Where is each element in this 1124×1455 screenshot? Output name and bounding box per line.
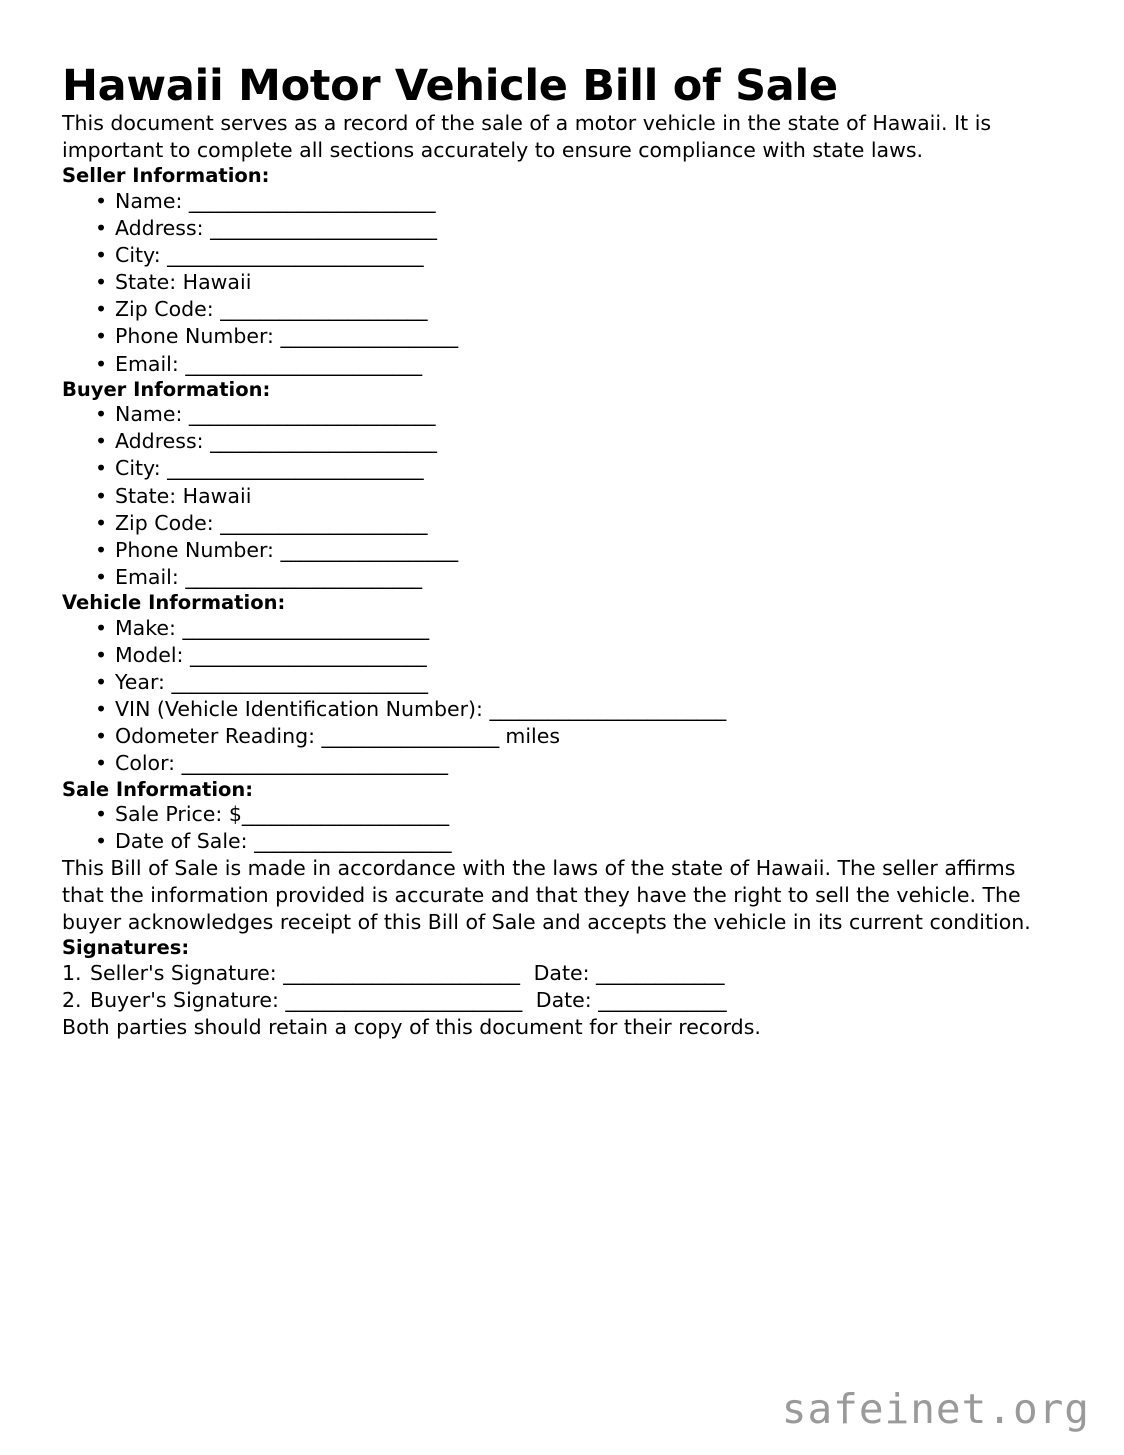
list-item <box>62 215 1062 242</box>
field-blank[interactable]: __________________________ <box>167 242 424 267</box>
bullet-icon: • <box>95 215 108 240</box>
list-item <box>62 537 1062 564</box>
list-item <box>62 188 1062 215</box>
field-label: Zip Code: <box>115 510 221 535</box>
field-label: Address: <box>115 215 211 240</box>
field-label: Color: <box>115 751 182 776</box>
date-label: Date: <box>533 960 597 985</box>
field-label: Odometer Reading: <box>115 724 322 749</box>
list-item <box>62 510 1062 537</box>
field-blank[interactable]: ________________________ <box>489 697 726 722</box>
list-item <box>62 242 1062 269</box>
seller-field-list <box>62 188 1062 378</box>
field-label: Model: <box>115 642 190 667</box>
list-item <box>62 455 1062 482</box>
watermark: safeinet.org <box>781 1385 1090 1433</box>
bullet-icon: • <box>95 565 108 590</box>
field-blank[interactable]: _____________________ <box>220 297 428 322</box>
list-item <box>62 696 1062 723</box>
signature-blank[interactable]: ________________________ <box>283 960 520 985</box>
bullet-icon: • <box>95 324 108 349</box>
bullet-icon: • <box>95 351 108 376</box>
field-label: Email: <box>115 565 186 590</box>
field-label: Year: <box>115 669 172 694</box>
field-blank[interactable]: _____________________ <box>220 510 428 535</box>
field-label: Address: <box>115 429 211 454</box>
page-title: Hawaii Motor Vehicle Bill of Sale <box>62 61 838 111</box>
bullet-icon: • <box>95 188 108 213</box>
list-item <box>62 642 1062 669</box>
signature-blank[interactable]: ________________________ <box>285 987 522 1012</box>
list-item <box>62 483 1062 510</box>
bullet-icon: • <box>95 270 108 295</box>
date-blank[interactable]: _____________ <box>596 960 725 985</box>
field-label: Name: <box>115 188 189 213</box>
date-blank[interactable]: _____________ <box>598 987 727 1012</box>
list-item <box>62 351 1062 378</box>
field-label: City: <box>115 242 168 267</box>
field-blank[interactable]: _________________________ <box>188 188 436 213</box>
field-blank[interactable]: _______________________ <box>210 215 437 240</box>
footer-note: Both parties should retain a copy of this document for their records. <box>62 1015 761 1040</box>
field-blank[interactable]: _________________________ <box>182 615 429 640</box>
field-blank[interactable]: __________________________ <box>171 669 428 694</box>
list-item <box>62 564 1062 591</box>
field-label: State: Hawaii <box>115 483 252 508</box>
seller-section-heading: Seller Information: <box>62 164 270 188</box>
list-item <box>62 401 1062 428</box>
field-blank[interactable]: _________________________ <box>188 402 436 427</box>
buyer-field-list <box>62 401 1062 591</box>
signatures-section-heading: Signatures: <box>62 936 190 960</box>
list-item <box>62 669 1062 696</box>
field-label: Name: <box>115 402 189 427</box>
bullet-icon: • <box>95 829 108 854</box>
field-blank[interactable]: _____________________ <box>241 801 449 826</box>
bullet-icon: • <box>95 402 108 427</box>
vehicle-section-heading: Vehicle Information: <box>62 591 286 615</box>
closing-paragraph: This Bill of Sale is made in accordance with the laws of the state of Hawaii. The seller affirms that the information provided is accurate and that they have the right to sell the vehicle. The buyer acknowledges receipt of this Bill of Sale and accepts the vehicle in its current condition. <box>62 856 1031 935</box>
field-label: Phone Number: <box>115 537 281 562</box>
bullet-icon: • <box>95 724 108 749</box>
field-label: State: Hawaii <box>115 270 252 295</box>
list-item <box>62 801 1062 828</box>
field-blank[interactable]: ________________________ <box>185 351 422 376</box>
bullet-icon: • <box>95 297 108 322</box>
bullet-icon: • <box>95 751 108 776</box>
bullet-icon: • <box>95 697 108 722</box>
list-item <box>62 828 1062 855</box>
bullet-icon: • <box>95 642 108 667</box>
field-label: Zip Code: <box>115 297 221 322</box>
field-blank[interactable]: _______________________ <box>210 429 437 454</box>
list-number: 2. <box>62 987 82 1012</box>
list-item <box>62 750 1062 777</box>
list-item <box>62 428 1062 455</box>
bullet-icon: • <box>95 242 108 267</box>
list-item <box>62 723 1062 750</box>
field-blank[interactable]: __________________________ <box>167 456 424 481</box>
field-label: VIN (Vehicle Identification Number): <box>115 697 490 722</box>
signature-list <box>62 960 1062 1014</box>
vehicle-field-list <box>62 615 1062 778</box>
field-blank[interactable]: __________________ <box>280 537 458 562</box>
bullet-icon: • <box>95 669 108 694</box>
bullet-icon: • <box>95 801 108 826</box>
field-label: Date of Sale: <box>115 829 255 854</box>
field-suffix: miles <box>498 724 560 749</box>
buyer-section-heading: Buyer Information: <box>62 377 271 401</box>
signature-label: Seller's Signature: <box>90 960 284 985</box>
list-item <box>62 615 1062 642</box>
intro-paragraph: This document serves as a record of the sale of a motor vehicle in the state of Hawaii. It is important to complete all sections accurately to ensure compliance with state laws. <box>62 111 992 163</box>
field-label: Sale Price: $ <box>115 801 242 826</box>
field-blank[interactable]: ________________________ <box>185 565 422 590</box>
list-number: 1. <box>62 960 82 985</box>
date-label: Date: <box>535 987 599 1012</box>
bullet-icon: • <box>95 510 108 535</box>
list-item <box>62 296 1062 323</box>
field-blank[interactable]: __________________ <box>280 324 458 349</box>
list-item <box>62 987 1062 1014</box>
bullet-icon: • <box>95 615 108 640</box>
bullet-icon: • <box>95 483 108 508</box>
bullet-icon: • <box>95 429 108 454</box>
list-item <box>62 960 1062 987</box>
field-label: Email: <box>115 351 186 376</box>
signature-label: Buyer's Signature: <box>90 987 286 1012</box>
field-label: Phone Number: <box>115 324 281 349</box>
field-label: Make: <box>115 615 183 640</box>
sale-field-list <box>62 801 1062 855</box>
document-content <box>62 62 1062 1041</box>
bullet-icon: • <box>95 537 108 562</box>
field-blank[interactable]: ___________________________ <box>181 751 448 776</box>
bullet-icon: • <box>95 456 108 481</box>
field-blank[interactable]: ____________________ <box>254 829 452 854</box>
sale-section-heading: Sale Information: <box>62 777 254 801</box>
field-blank[interactable]: ________________________ <box>189 642 427 667</box>
list-item <box>62 323 1062 350</box>
field-blank[interactable]: __________________ <box>321 724 499 749</box>
list-item <box>62 269 1062 296</box>
field-label: City: <box>115 456 168 481</box>
